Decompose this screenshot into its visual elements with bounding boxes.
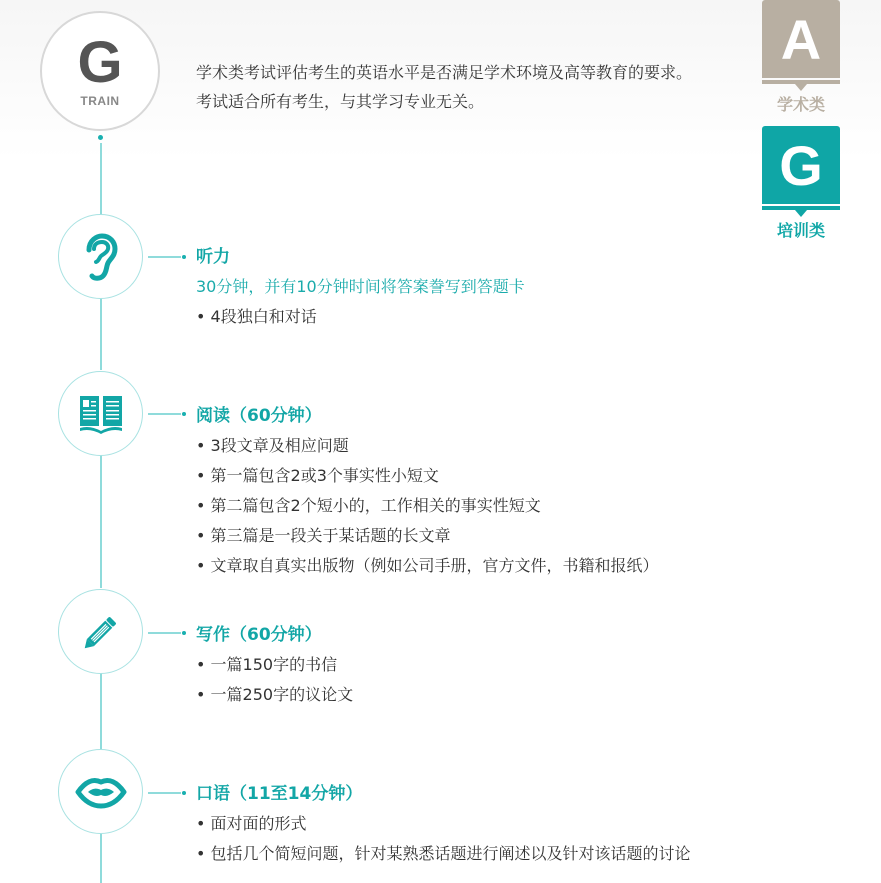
badge-pointer-triangle [795,210,807,217]
connector-line [148,413,181,415]
listening-node [58,214,143,299]
intro-line: 学术类考试评估考生的英语水平是否满足学术环境及高等教育的要求。 [196,63,693,82]
list-item: • 3段文章及相应问题 [196,431,659,461]
general-training-logo [40,11,160,131]
intro-line: 考试适合所有考生，与其学习专业无关。 [196,92,485,111]
section-title: 写作（60分钟） [196,625,322,645]
book-icon [78,394,124,434]
section-subtitle: 30分钟，并有10分钟时间将答案誊写到答题卡 [196,277,525,296]
reading-node [58,371,143,456]
timeline-dot [98,135,103,140]
lips-icon [75,775,127,809]
connector-dot [182,412,186,416]
connector-dot [182,791,186,795]
general-badge-letter: G [762,126,840,204]
list-item: • 一篇250字的议论文 [196,680,353,710]
list-item: • 第一篇包含2或3个事实性小短文 [196,461,659,491]
connector-dot [182,631,186,635]
general-training-tab[interactable] [762,126,840,241]
intro-text [196,58,692,116]
list-item: • 4段独白和对话 [196,302,525,332]
timeline-line [100,455,102,588]
writing-section [196,620,353,710]
connector-line [148,632,181,634]
connector-line [148,256,181,258]
list-item: • 第三篇是一段关于某话题的长文章 [196,521,659,551]
badge-pointer [762,206,840,210]
listening-section [196,242,525,332]
speaking-node [58,749,143,834]
section-title: 口语（11至14分钟） [196,784,363,804]
academic-tab[interactable] [762,0,840,115]
list-item: • 第二篇包含2个短小的，工作相关的事实性短文 [196,491,659,521]
speaking-section [196,779,691,869]
connector-line [148,792,181,794]
logo-letter: G [77,30,123,95]
connector-dot [182,255,186,259]
logo-subtitle: TRAIN [80,94,120,108]
list-item: • 包括几个简短问题，针对某熟悉话题进行阐述以及针对该话题的讨论 [196,839,691,869]
writing-node [58,589,143,674]
timeline-line [100,298,102,370]
academic-badge-label: 学术类 [776,95,825,114]
badge-pointer-triangle [795,84,807,91]
section-title: 阅读（60分钟） [196,406,322,426]
list-item: • 文章取自真实出版物（例如公司手册，官方文件，书籍和报纸） [196,551,659,581]
list-item: • 一篇150字的书信 [196,650,353,680]
list-item: • 面对面的形式 [196,809,691,839]
timeline-line [100,673,102,749]
academic-badge-letter: A [762,0,840,78]
badge-pointer [762,80,840,84]
timeline-line [100,834,102,883]
section-title: 听力 [196,247,230,267]
general-badge-label: 培训类 [776,221,825,240]
reading-section [196,401,659,581]
ear-icon [79,232,123,282]
timeline-line [100,143,102,215]
pencil-icon [80,611,122,653]
